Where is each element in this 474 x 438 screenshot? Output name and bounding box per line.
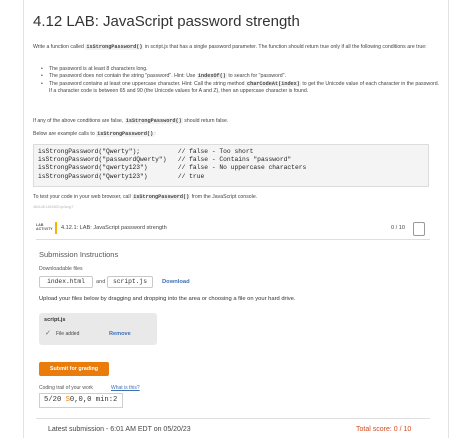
conditions-list: [41, 66, 441, 95]
condition-no-password: • The password does not contain the string "password". Hint: Use indexOf() to search for "password".: [41, 73, 441, 80]
trail-highlight: S: [65, 396, 70, 404]
download-link[interactable]: Download: [162, 279, 190, 285]
lab-activity-header: [36, 221, 430, 240]
remove-file-link[interactable]: Remove: [109, 331, 131, 337]
lab-score: 0 / 10: [391, 225, 405, 231]
lab-accent-bar: [55, 222, 57, 234]
example-intro-text: Below are example calls to isStrongPassword():: [33, 131, 156, 137]
uploaded-file-name: script.js: [44, 317, 66, 323]
file-added-status: File added: [56, 331, 80, 337]
coding-trail-box: 5/20 S0,0,0 min:2: [39, 393, 123, 408]
condition-uppercase: • The password contains at least one uppercase character. Hint: Call the string method charCodeAt(index) to get the Unicode value of each character in the password. If a character code is between 65 and 90 (the Unicode values for A and Z), then an uppercase character is found.: [41, 81, 441, 96]
indexof-code: indexOf(): [197, 73, 226, 80]
function-name-code: isStrongPassword(): [86, 44, 143, 50]
intro-paragraph: [33, 44, 433, 51]
file-script-js[interactable]: script.js: [107, 276, 153, 288]
code-example-block: isStrongPassword("Qwerty"); // false - Too short isStrongPassword("passwordQwerty") // false - Contains "password" isStrongPassword("qwerty123") // false - No uppercase characters isStrongPassword("Qwerty123") // true: [33, 144, 429, 187]
downloadable-files-label: Downloadable files: [39, 266, 83, 272]
intro-text-2: in script.js that has a single password parameter. The function should return true only if all the following conditions are true:: [144, 44, 427, 50]
score-indicator-icon: [413, 222, 425, 236]
page-title: 4.12 LAB: JavaScript password strength: [33, 13, 300, 30]
whats-this-link[interactable]: What is this?: [111, 385, 140, 391]
upload-instructions: Upload your files below by dragging and dropping into the area or choosing a file on your hard drive.: [39, 296, 296, 302]
latest-submission-bar[interactable]: [36, 418, 430, 438]
intro-text-1: Write a function called: [33, 44, 84, 50]
uploaded-file-card[interactable]: [39, 313, 157, 345]
feedback-id: 484148.1491600.qx3zqy7: [33, 205, 74, 209]
lab-title: 4.12.1: LAB: JavaScript password strength: [61, 225, 167, 231]
checkmark-icon: ✓: [45, 330, 51, 337]
and-text: and: [96, 279, 106, 285]
latest-submission-text: Latest submission - 6:01 AM EDT on 05/20/23: [48, 426, 191, 433]
submit-for-grading-button[interactable]: Submit for grading: [39, 362, 109, 376]
false-condition-text: If any of the above conditions are false, isStrongPassword() should return false.: [33, 118, 229, 124]
charcodeat-code: charCodeAt(index): [246, 80, 300, 87]
lab-activity-badge: LAB ACTIVITY: [36, 223, 53, 231]
total-score: Total score: 0 / 10: [356, 426, 412, 433]
submission-instructions-heading: Submission Instructions: [39, 250, 119, 259]
file-index-html[interactable]: index.html: [39, 276, 93, 288]
coding-trail-label: Coding trail of your work: [39, 385, 93, 391]
test-instructions: To test your code in your web browser, call isStrongPassword() from the JavaScript console.: [33, 194, 258, 200]
condition-length: • The password is at least 8 characters long.: [41, 66, 441, 73]
